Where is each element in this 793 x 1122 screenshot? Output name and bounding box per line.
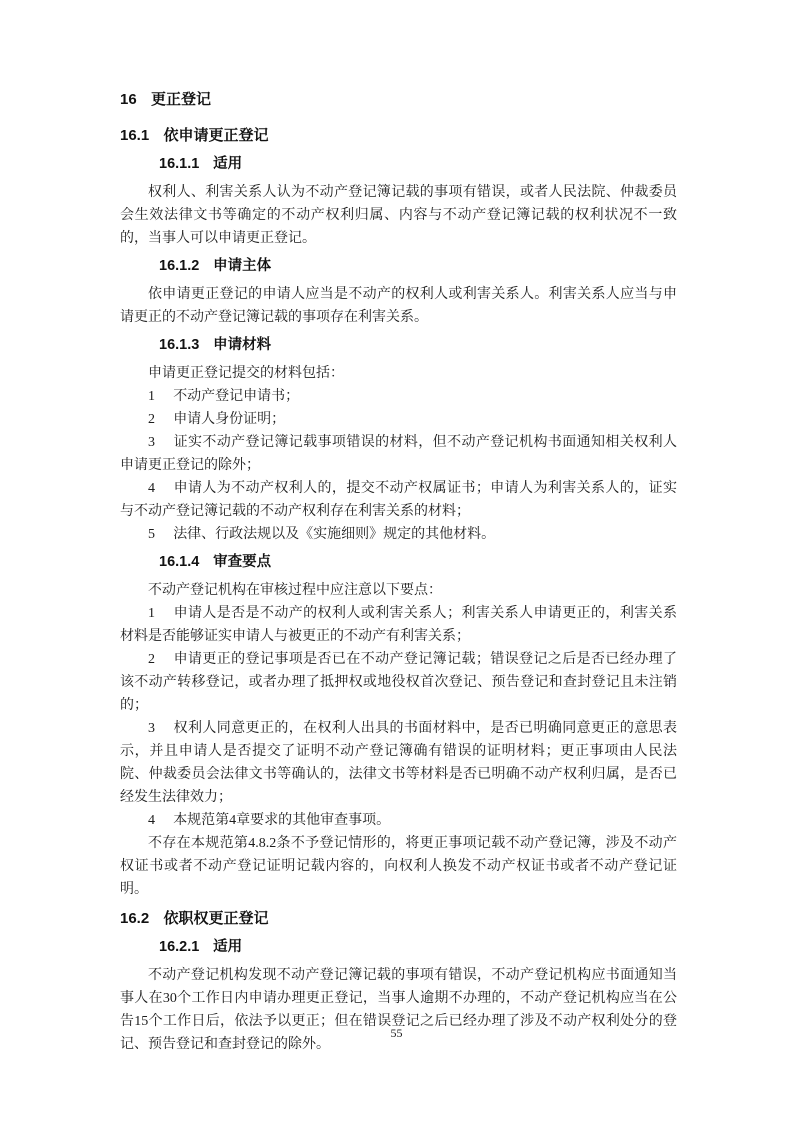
list-item-text: 申请人是否是不动产的权利人或利害关系人；利害关系人申请更正的，利害关系材料是否能够证实申请人与被更正的不动产有利害关系； (120, 606, 677, 644)
list-item (120, 809, 677, 832)
list-item (120, 602, 677, 648)
list-item-text: 申请人为不动产权利人的，提交不动产权属证书；申请人为利害关系人的，证实与不动产登记簿记载的不动产权利存在利害关系的材料； (120, 481, 677, 519)
list-item-text: 申请更正的登记事项是否已在不动产登记簿记载；错误登记之后是否已经办理了该不动产转移登记，或者办理了抵押权或地役权首次登记、预告登记和查封登记且未注销的； (120, 652, 677, 713)
list-item-text: 不动产登记申请书； (173, 389, 300, 404)
paragraph-16-1-1: 权利人、利害关系人认为不动产登记簿记载的事项有错误，或者人民法院、仲裁委员会生效法律文书等确定的不动产权利归属、内容与不动产登记簿记载的权利状况不一致的，当事人可以申请更正登记。 (120, 185, 677, 246)
section-16-1-4-number: 16.1.4 (159, 554, 200, 570)
section-16-2-1-title: 适用 (213, 939, 243, 955)
list-item (120, 648, 677, 717)
chapter-title: 更正登记 (150, 91, 211, 108)
list-item-number: 3 (148, 721, 155, 736)
section-16-1-number: 16.1 (120, 127, 150, 144)
list-item-text: 证实不动产登记簿记载事项错误的材料，但不动产登记机构书面通知相关权利人申请更正登记的除外； (120, 435, 677, 473)
list-item (120, 385, 677, 408)
list-item-number: 4 (148, 813, 155, 828)
section-16-2-title: 依职权更正登记 (163, 910, 269, 927)
page-number: 55 (390, 1026, 403, 1040)
list-item (120, 523, 677, 546)
section-16-1-3-number: 16.1.3 (159, 337, 200, 353)
section-16-1-2-heading (120, 256, 677, 276)
list-item-number: 1 (148, 389, 155, 404)
section-16-1-2-title: 申请主体 (213, 258, 272, 274)
list-item (120, 431, 677, 477)
list-item (120, 408, 677, 431)
list-item (120, 477, 677, 523)
section-16-2-heading (120, 909, 677, 929)
list-item (120, 717, 677, 809)
paragraph-16-1-4-intro: 不动产登记机构在审核过程中应注意以下要点： (148, 583, 442, 598)
section-16-1-4-title: 审查要点 (213, 554, 272, 570)
list-item-text: 权利人同意更正的，在权利人出具的书面材料中，是否已明确同意更正的意思表示，并且申请人是否提交了证明不动产登记簿确有错误的证明材料；更正事项由人民法院、仲裁委员会法律文书等确认的，法律文书等材料是否已明确不动产权利归属，是否已经发生法律效力； (120, 721, 677, 805)
chapter-heading (120, 90, 677, 110)
section-16-1-heading (120, 126, 677, 146)
paragraph-16-1-3-intro: 申请更正登记提交的材料包括： (148, 366, 344, 381)
section-16-2-number: 16.2 (120, 910, 150, 927)
section-16-1-3-title: 申请材料 (213, 337, 272, 353)
list-item-number: 3 (148, 435, 155, 450)
section-16-2-1-heading (120, 937, 677, 957)
section-16-1-4-heading (120, 552, 677, 572)
document-content (120, 90, 677, 1056)
section-16-1-3-heading (120, 335, 677, 355)
section-16-1-title: 依申请更正登记 (163, 127, 269, 144)
paragraph-16-2-1: 不动产登记机构发现不动产登记簿记载的事项有错误，不动产登记机构应书面通知当事人在30个工作日内申请办理更正登记，当事人逾期不办理的，不动产登记机构应当在公告15个工作日后，依法予以更正；但在错误登记之后已经办理了涉及不动产权利处分的登记、预告登记和查封登记的除外。 (120, 968, 677, 1052)
chapter-number: 16 (120, 91, 137, 108)
section-16-1-2-number: 16.1.2 (159, 258, 200, 274)
list-item-text: 法律、行政法规以及《实施细则》规定的其他材料。 (173, 527, 496, 542)
list-item-number: 2 (148, 652, 155, 667)
list-item-number: 5 (148, 527, 155, 542)
list-item-number: 4 (148, 481, 155, 496)
list-item-number: 1 (148, 606, 155, 621)
section-16-2-1-number: 16.2.1 (159, 939, 200, 955)
list-item-text: 本规范第4章要求的其他审查事项。 (173, 813, 391, 828)
section-16-1-1-number: 16.1.1 (159, 156, 200, 172)
page-footer (0, 1024, 793, 1042)
section-16-1-1-heading (120, 154, 677, 174)
list-item-text: 申请人身份证明； (173, 412, 286, 427)
paragraph-16-1-2: 依申请更正登记的申请人应当是不动产的权利人或利害关系人。利害关系人应当与申请更正的不动产登记簿记载的事项存在利害关系。 (120, 287, 677, 325)
section-16-1-1-title: 适用 (213, 156, 243, 172)
list-item-number: 2 (148, 412, 155, 427)
paragraph-16-1-4-closing: 不存在本规范第4.8.2条不予登记情形的，将更正事项记载不动产登记簿，涉及不动产权证书或者不动产登记证明记载内容的，向权利人换发不动产权证书或者不动产登记证明。 (120, 836, 677, 897)
